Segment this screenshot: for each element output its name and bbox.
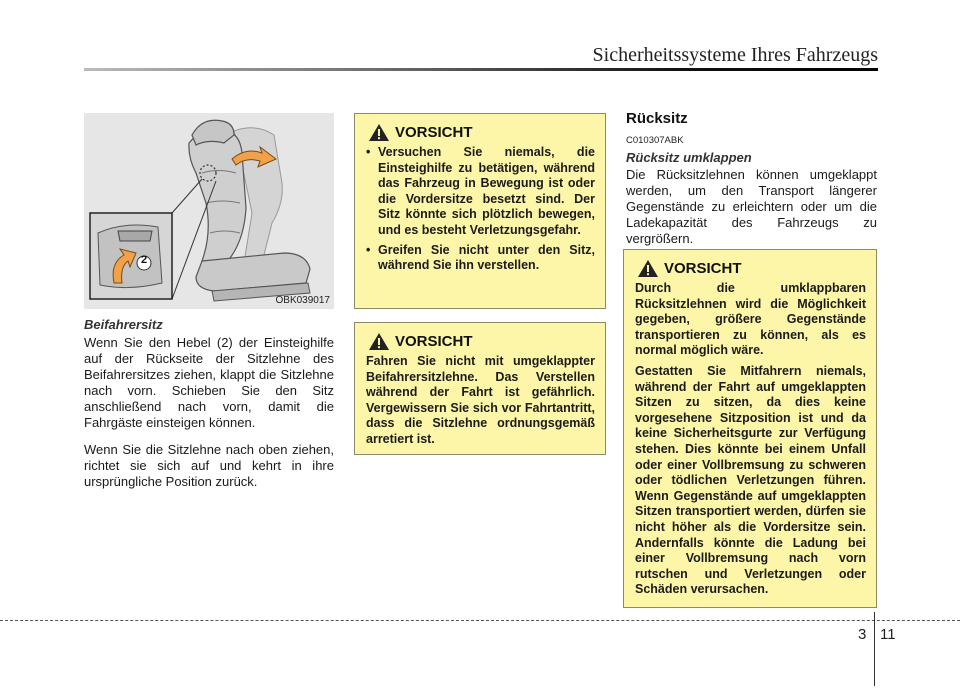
seat-illustration [84, 113, 334, 309]
warning-triangle-icon [369, 333, 389, 350]
header-title: Sicherheitssysteme Ihres Fahrzeugs [592, 44, 878, 66]
subhead-beifahrersitz: Beifahrersitz [84, 317, 163, 332]
warning-item [366, 145, 595, 239]
callout-number: 2 [140, 254, 148, 266]
warning-header [369, 124, 595, 141]
subhead-ruecksitz-umklappen: Rücksitz umklappen [626, 150, 752, 165]
warning-item [366, 243, 595, 274]
warning-header [369, 333, 595, 350]
bullet-icon: • [366, 145, 371, 159]
paragraph-ruecksitz: Die Rücksitzlehnen können umgeklappt werden, um den Transport längerer Gegenstände zu erleichtern oder um die Ladekapazität des Fahrzeugs zu vergrößern. [626, 167, 877, 246]
warning-text: Fahren Sie nicht mit umgeklappter Beifahrersitzlehne. Das Verstellen während der Fahrt ist gefährlich. Vergewissern Sie sich vor Fahrtantritt, dass die Sitzlehne ordnungsgemäß arretiert ist. [366, 354, 595, 446]
section-code: C010307ABK [626, 135, 684, 146]
section-title-ruecksitz: Rücksitz [626, 110, 688, 127]
bullet-icon: • [366, 242, 371, 257]
chapter-number: 3 [858, 626, 867, 643]
header-rule [84, 68, 878, 71]
warning-title: VORSICHT [664, 260, 742, 277]
footer-divider [874, 612, 875, 686]
footer-rule [0, 620, 960, 621]
warning-list [366, 145, 595, 274]
warning-header [638, 260, 866, 277]
warning-paragraph: Gestatten Sie Mitfahrern niemals, während der Fahrt auf umgeklappten Sitzen zu sitzen, da dies keine vorgesehene Sitzposition ist und da keine Sicherheitsgurte zur Verfügung stehen. Dies könnte bei einem Unfall oder einer Vollbremsung zu schweren oder tödlichen Verletzungen führen. Wenn Gegenstände auf umgeklappten Sitzen transportiert werden, dürfen sie nicht höher als die Vordersitze sein. Andernfalls könnte die Ladung bei einer Vollbremsung nach vorn rutschen und Verletzungen oder Schäden verursachen. [635, 363, 866, 597]
warning-paragraph: Durch die umklappbaren Rücksitzlehnen wird die Möglichkeit gegeben, größere Gegenstände transportieren zu können, als es normal möglich wäre. [635, 281, 866, 358]
seat-figure [84, 113, 334, 309]
warning-box-einsteighilfe [354, 113, 606, 309]
figure-code: OBK039017 [275, 295, 330, 306]
warning-body [635, 281, 866, 598]
page-number: 11 [880, 626, 896, 643]
warning-triangle-icon [369, 124, 389, 141]
paragraph-sitzlehne: Wenn Sie die Sitzlehne nach oben ziehen, richtet sie sich auf und kehrt in ihre ursprüngliche Position zurück. [84, 442, 334, 489]
warning-triangle-icon [638, 260, 658, 277]
warning-box-ruecksitz [623, 249, 877, 608]
warning-item-text: Versuchen Sie niemals, die Einsteighilfe zu betätigen, während das Fahrzeug in Bewegung ist oder die Vordersitze besetzt sind. Der Sitz könnte sich plötzlich bewegen, und es besteht Verletzungsgefahr. [378, 145, 595, 237]
paragraph-hebel: Wenn Sie den Hebel (2) der Einsteighilfe auf der Rückseite der Sitzlehne des Beifahrersitzes ziehen, klappt die Sitzlehne nach vorn. Schieben Sie den Sitz anschließend nach vorn, damit die Fahrgäste einsteigen können. [84, 335, 334, 430]
warning-title: VORSICHT [395, 124, 473, 141]
warning-box-fahren [354, 322, 606, 455]
warning-title: VORSICHT [395, 333, 473, 350]
warning-item-text: Greifen Sie nicht unter den Sitz, während Sie ihn verstellen. [378, 242, 595, 273]
